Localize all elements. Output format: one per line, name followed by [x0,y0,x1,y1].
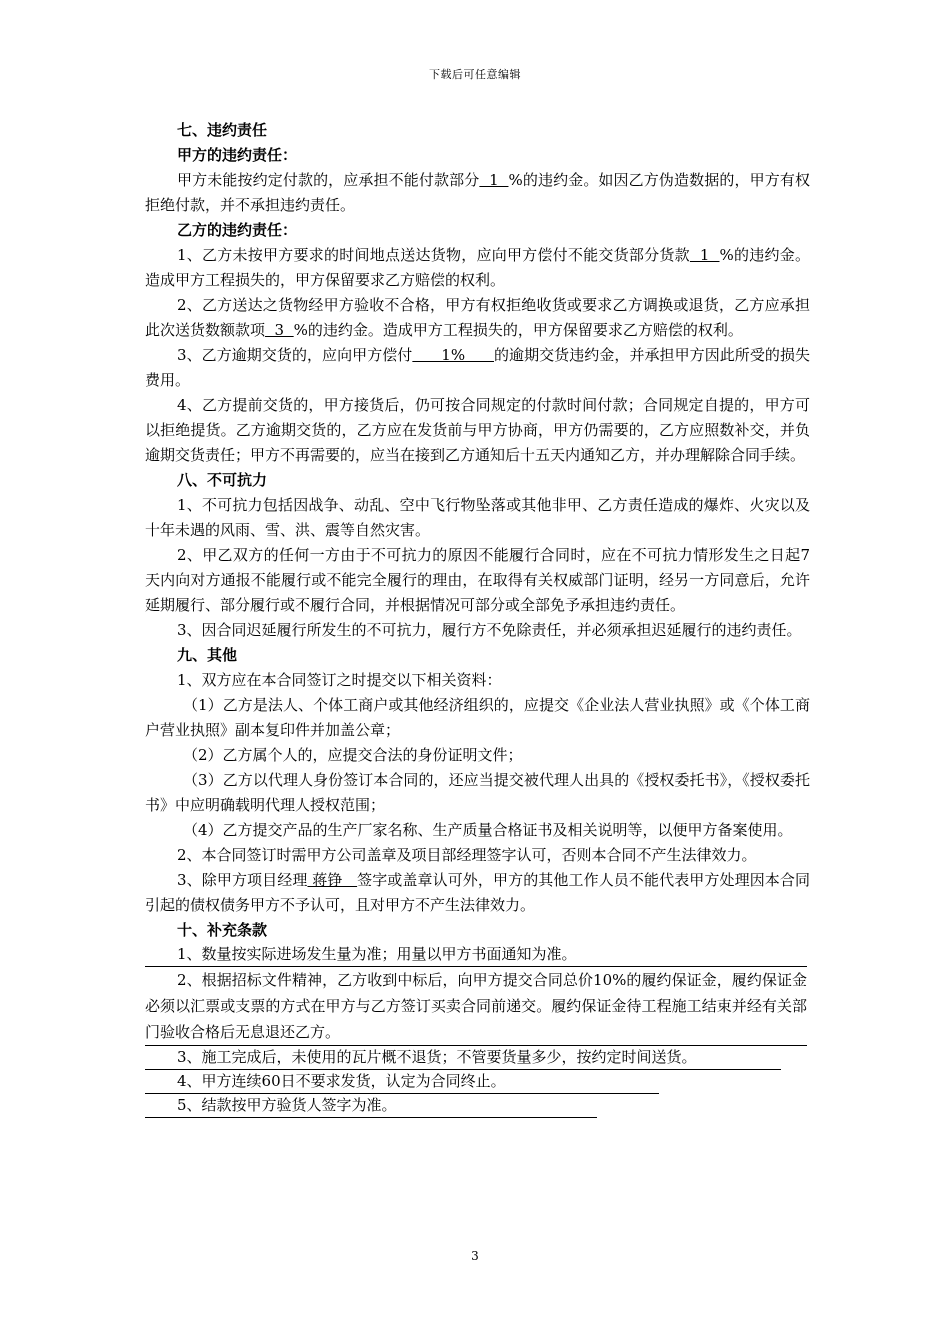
section-8-title: 八、不可抗力 [177,471,268,489]
other-subclause-1: （1）乙方是法人、个体工商户或其他经济组织的，应提交《企业法人营业执照》或《个体工商户营业执照》副本复印件并加盖公章； [145,696,810,739]
other-subclause-4: （4）乙方提交产品的生产厂家名称、生产质量合格证书及相关说明等，以便甲方备案使用。 [183,821,793,839]
party-b-liability-title: 乙方的违约责任： [177,221,298,239]
supplement-clause-2: 2、根据招标文件精神，乙方收到中标后，向甲方提交合同总价10%的履约保证金，履约保证金必须以汇票或支票的方式在甲方与乙方签订买卖合同前递交。履约保证金待工程施工结束并经有关部门验收合格后无息退还乙方。 [145,967,807,1046]
party-b-clause-4: 4、乙方提前交货的，甲方接货后，仍可按合同规定的付款时间付款；合同规定自提的，甲方可以拒绝提货。乙方逾期交货的，乙方应在发货前与甲方协商，甲方仍需要的，乙方应照数补交，并负逾期交货责任；甲方不再需要的，应当在接到乙方通知后十五天内通知乙方，并办理解除合同手续。 [145,396,810,464]
supplement-clause-5: 5、结款按甲方验货人签字为准。 [145,1094,597,1118]
force-majeure-clause-2: 2、甲乙双方的任何一方由于不可抗力的原因不能履行合同时，应在不可抗力情形发生之日起7天内向对方通报不能履行或不能完全履行的理由，在取得有关权威部门证明，经另一方同意后，允许延期履行、部分履行或不履行合同，并根据情况可部分或全部免予承担违约责任。 [145,546,810,614]
force-majeure-clause-1: 1、不可抗力包括因战争、动乱、空中飞行物坠落或其他非甲、乙方责任造成的爆炸、火灾以及十年未遇的风雨、雪、洪、震等自然灾害。 [145,496,810,539]
other-clause-1: 1、双方应在本合同签订之时提交以下相关资料： [177,671,502,689]
page-header: 下载后可任意编辑 [429,68,521,81]
page-number: 3 [471,1249,479,1263]
party-b-clause-2: 2、乙方送达之货物经甲方验收不合格，甲方有权拒绝收货或要求乙方调换或退货，乙方应承担此次送货数额款项 3 %的违约金。造成甲方工程损失的，甲方保留要求乙方赔偿的权利。 [145,296,810,339]
section-7-title: 七、违约责任 [177,121,268,139]
document-body [145,118,810,1118]
penalty-rate-blank: 1 [689,246,720,264]
section-10-title: 十、补充条款 [177,921,268,939]
project-manager-name: 蒋铮 [307,871,358,889]
other-clause-3: 3、除甲方项目经理 蒋铮 签字或盖章认可外，甲方的其他工作人员不能代表甲方处理因本合同引起的债权债务甲方不予认可，且对甲方不产生法律效力。 [145,871,810,914]
penalty-rate-blank: 1 [479,171,509,189]
supplement-clause-4: 4、甲方连续60日不要求发货，认定为合同终止。 [145,1070,659,1094]
other-clause-2: 2、本合同签订时需甲方公司盖章及项目部经理签字认可，否则本合同不产生法律效力。 [177,846,757,864]
supplement-clause-1: 1、数量按实际进场发生量为准；用量以甲方书面通知为准。 [145,943,807,967]
other-subclause-2: （2）乙方属个人的，应提交合法的身份证明文件； [183,746,523,764]
section-9-title: 九、其他 [177,646,238,664]
penalty-rate-blank: 3 [265,321,294,339]
supplement-clause-3: 3、施工完成后，未使用的瓦片概不退货；不管要货量多少，按约定时间送货。 [145,1046,781,1070]
party-a-liability-title: 甲方的违约责任： [177,146,298,164]
party-a-clause: 甲方未能按约定付款的，应承担不能付款部分 1 %的违约金。如因乙方伪造数据的，甲方有权拒绝付款，并不承担违约责任。 [145,171,810,214]
party-b-clause-3: 3、乙方逾期交货的，应向甲方偿付 1% 的逾期交货违约金，并承担甲方因此所受的损失费用。 [145,346,810,389]
penalty-rate-blank: 1% [412,346,494,364]
force-majeure-clause-3: 3、因合同迟延履行所发生的不可抗力，履行方不免除责任，并必须承担迟延履行的违约责任。 [177,621,802,639]
other-subclause-3: （3）乙方以代理人身份签订本合同的，还应当提交被代理人出具的《授权委托书》，《授权委托书》中应明确载明代理人授权范围； [145,771,810,814]
party-b-clause-1: 1、乙方未按甲方要求的时间地点送达货物，应向甲方偿付不能交货部分货款 1 %的违约金。造成甲方工程损失的，甲方保留要求乙方赔偿的权利。 [145,246,810,289]
